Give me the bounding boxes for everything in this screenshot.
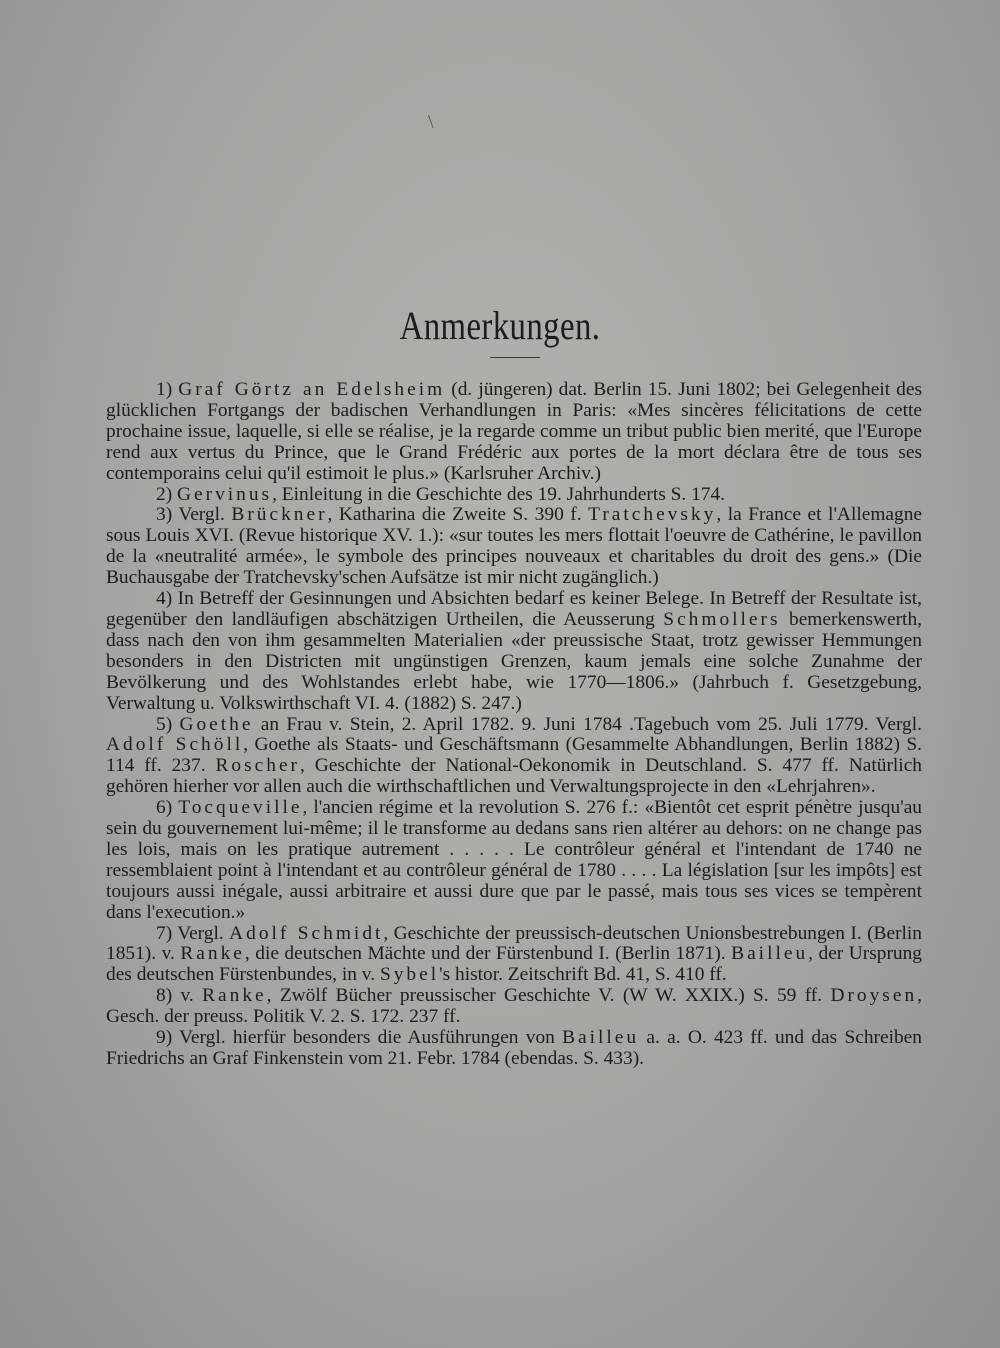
- spaced-name: Adolf Schmidt: [229, 922, 384, 944]
- footnote-text: , Goethe als Staats- und Geschäftsmann (Gesammelte Abhandlungen, Berlin 1882) S. 114 ff. 237.: [106, 734, 922, 777]
- footnote-6: [106, 798, 922, 923]
- footnote-3: [106, 505, 922, 589]
- footnote-text: a. a. O. 423 ff. und das Schreiben Friedrichs an Graf Finkenstein vom 21. Febr. 1784 (ebendas. S. 433).: [106, 1027, 922, 1069]
- footnote-9: [106, 1028, 922, 1070]
- footnotes: [106, 380, 922, 1070]
- spaced-name: Goethe: [179, 713, 254, 735]
- footnote-text: Vergl.: [172, 504, 232, 526]
- footnote-text: , la France et l'Allemagne sous Louis XVI. (Revue historique XV. 1.): «sur toutes les mers flottait l'oeuvre de Cathérine, le pavillon de la «neutralité armée», le symbole des principes nouveaux et charitables du droit des gens.» (Die Buchausgabe der Tratchevsky'schen Aufsätze ist mir nicht zugänglich.): [106, 504, 923, 589]
- spaced-name: Brückner: [231, 504, 328, 526]
- spaced-name: Schmollers: [663, 608, 781, 630]
- footnote-text: Vergl. hierfür besonders die Ausführungen von: [172, 1027, 563, 1049]
- spaced-name: Bailleu: [562, 1027, 640, 1049]
- footnote-text: , Gesch. der preuss. Politik V. 2. S. 172. 237 ff.: [106, 985, 922, 1028]
- footnote-text: bemerkenswerth, dass nach den von ihm gesammelten Materialien «der preussische Staat, trotz gewisser Hemmungen besonders in den Districten mit ungünstigen Grenzen, kaum jemals eine solche Zunahme der Bevölkerung und des Wohlstandes erlebt habe, wie 1770—1806.» (Jahrbuch f. Gesetzgebung, Verwaltung u. Volkswirthschaft VI. 4. (1882) S. 247.): [106, 608, 922, 714]
- footnote-text: , die deutschen Mächte und der Fürstenbund I. (Berlin 1871).: [244, 943, 732, 965]
- footnote-number: 1): [156, 379, 173, 400]
- footnote-5: [106, 715, 922, 799]
- footnote-text: (d. jüngeren) dat. Berlin 15. Juni 1802; bei Gelegenheit des glücklichen Fortgangs der badischen Verhandlungen in Paris: «Mes sincères félicitations de cette prochaine issue, laquelle, si elle se réalise, je la regarde comme un tribut public bien merité, que l'Europe rend aux vertus du Prince, que le Grand Frédéric aux portes de la mort déclara être de tous ses contemporains celui qu'il estimoit le plus.» (Karlsruher Archiv.): [106, 379, 922, 484]
- spaced-name: Sybel: [379, 964, 440, 986]
- spaced-name: Gervinus: [177, 483, 273, 505]
- footnote-number: 3): [156, 504, 173, 526]
- footnote-text: , Einleitung in die Geschichte des 19. Jahrhunderts S. 174.: [272, 483, 726, 505]
- footnote-text: , Katharina die Zweite S. 390 f.: [327, 504, 589, 526]
- spaced-name: Graf Görtz an Edelsheim: [178, 379, 446, 400]
- footnote-number: 5): [156, 713, 173, 735]
- footnote-number: 6): [156, 797, 173, 819]
- spaced-name: Ranke: [202, 985, 267, 1007]
- footnote-text: In Betreff der Gesinnungen und Absichten bedarf es keiner Belege. In Betreff der Resultate ist, gegenüber den landläufigen abschätzigen Urtheilen, die Aeusserung: [106, 588, 922, 630]
- spaced-name: Ranke: [180, 943, 245, 965]
- footnote-7: [106, 924, 922, 987]
- footnote-4: [106, 589, 922, 714]
- footnote-number: 2): [156, 483, 173, 505]
- title-rule: [490, 357, 540, 358]
- footnote-number: 4): [156, 588, 173, 610]
- footnote-number: 8): [156, 985, 173, 1007]
- footnote-text: an Frau v. Stein, 2. April 1782. 9. Juni 1784 .Tagebuch vom 25. Juli 1779. Vergl.: [253, 713, 922, 735]
- footnote-text: , Geschichte der preussisch-deutschen Unionsbestrebungen I. (Berlin 1851). v.: [106, 922, 923, 965]
- spaced-name: Roscher: [215, 755, 301, 777]
- spaced-name: Bailleu: [731, 943, 809, 965]
- spaced-name: Tocqueville: [178, 797, 303, 819]
- spaced-name: Adolf Schöll: [106, 734, 244, 756]
- footnote-text: 's histor. Zeitschrift Bd. 41, S. 410 ff.: [439, 964, 727, 986]
- stray-mark: \: [428, 111, 434, 133]
- footnote-text: , der Ursprung des deutschen Fürstenbundes, in v.: [106, 943, 922, 986]
- spaced-name: Droysen: [830, 985, 918, 1007]
- page-title: Anmerkungen.: [399, 303, 601, 348]
- footnote-8: [106, 986, 922, 1028]
- footnote-text: Vergl.: [172, 922, 230, 944]
- footnote-1: [106, 380, 922, 485]
- footnote-2: [106, 485, 922, 506]
- footnote-text: , Geschichte der National-Oekonomik in Deutschland. S. 477 ff. Natürlich gehören hierher vor allen auch die wirthschaftlichen und Verwaltungsprojecte in den «Lehrjahren».: [106, 755, 922, 798]
- footnote-text: v.: [172, 985, 203, 1007]
- footnote-text: , l'ancien régime et la revolution S. 276 f.: «Bientôt cet esprit pénètre jusqu'au sein du gouvernement lui-même; il le transforme au dedans sans rien altérer au dehors: on ne change pas les lois, mais on les pratique autrement . . . . . Le contrôleur général et l'intendant de 1740 ne ressemblaient point à l'intendant et au contrôleur général de 1780 . . . . La législation [sur les impôts] est toujours aussi inégale, aussi arbitraire et aussi dure que par le passé, mais tous ses vices se tempèrent dans l'execution.»: [106, 797, 922, 923]
- footnote-number: 9): [156, 1027, 173, 1049]
- footnote-text: , Zwölf Bücher preussischer Geschichte V. (W W. XXIX.) S. 59 ff.: [266, 985, 831, 1007]
- spaced-name: Tratchevsky: [588, 504, 717, 526]
- footnote-number: 7): [156, 922, 173, 944]
